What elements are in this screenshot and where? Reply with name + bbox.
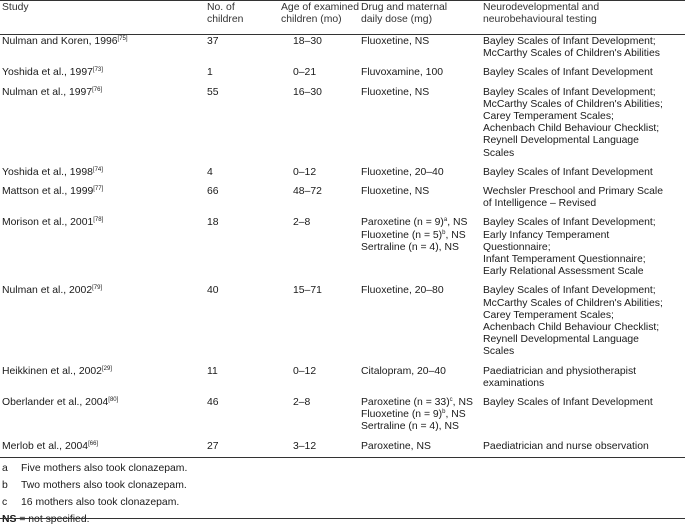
cell-testing <box>483 438 685 457</box>
test-line: examinations <box>483 377 545 389</box>
test-line: Bayley Scales of Infant Development; <box>483 86 656 98</box>
cell-children: 1 <box>207 67 213 79</box>
footnote-marker: b <box>442 409 446 416</box>
reference-marker: [74] <box>92 166 103 173</box>
test-line: Paediatrician and physiotherapist <box>483 365 637 377</box>
cell-study: Nulman et al., 2002[79] <box>2 285 103 297</box>
drug-line: Fluoxetine, 20–80 <box>361 285 444 297</box>
cell-drug <box>361 84 483 164</box>
footnote-marker: b <box>442 229 446 236</box>
cell-testing <box>483 64 685 83</box>
cell-age: 15–71 <box>293 285 322 297</box>
ns-note: NS = not specified. <box>2 514 90 525</box>
reference-marker: [73] <box>92 67 103 74</box>
bottom-rule <box>0 457 685 458</box>
header-row <box>0 1 685 34</box>
test-line: Bayley Scales of Infant Development; <box>483 217 656 229</box>
test-line: Bayley Scales of Infant Development <box>483 67 653 79</box>
cell-children: 27 <box>207 440 219 452</box>
test-line: Early Infancy Temperament <box>483 229 610 241</box>
cell-children: 46 <box>207 397 219 409</box>
cell-children: 4 <box>207 166 213 178</box>
cell-drug <box>361 394 483 438</box>
cell-age: 0–21 <box>293 67 317 79</box>
cell-testing <box>483 214 685 282</box>
end-rule <box>0 518 685 519</box>
table-row <box>0 84 685 164</box>
cell-children: 55 <box>207 86 219 98</box>
cell-drug <box>361 183 483 214</box>
reference-marker: [75] <box>117 36 128 42</box>
test-line: McCarthy Scales of Children's Abilities <box>483 48 660 60</box>
cell-testing <box>483 164 685 183</box>
cell-study: Yoshida et al., 1997[73] <box>2 67 103 79</box>
reference-marker: [80] <box>108 397 119 404</box>
table-row <box>0 438 685 457</box>
test-line: Early Relational Assessment Scale <box>483 266 644 278</box>
drug-line: Citalopram, 20–40 <box>361 365 446 377</box>
drug-line: Sertraline (n = 4), NS <box>361 241 459 253</box>
cell-drug <box>361 438 483 457</box>
test-line: Carey Temperament Scales; <box>483 309 614 321</box>
header-age: Age of examined children (mo) <box>281 2 359 26</box>
header-testing: Neurodevelopmental and neurobehavioural testing <box>483 2 600 26</box>
cell-drug <box>361 282 483 362</box>
footnote-marker: c <box>449 397 453 404</box>
cell-children: 37 <box>207 36 219 47</box>
reference-marker: [77] <box>93 186 104 193</box>
cell-study: Mattson et al., 1999[77] <box>2 186 104 198</box>
drug-line: Fluoxetine, NS <box>361 36 430 47</box>
test-line: Bayley Scales of Infant Development; <box>483 36 656 47</box>
cell-testing <box>483 363 685 394</box>
drug-line: Fluoxetine, NS <box>361 186 430 198</box>
test-line: Carey Temperament Scales; <box>483 111 614 123</box>
table-row <box>0 164 685 183</box>
drug-line: Sertraline (n = 4), NS <box>361 421 459 433</box>
test-line: Bayley Scales of Infant Development <box>483 166 653 178</box>
cell-testing <box>483 183 685 214</box>
drug-line: Paroxetine (n = 33)$^c$, NS <box>361 397 473 409</box>
table-row <box>0 282 685 362</box>
test-line: of Intelligence – Revised <box>483 198 597 210</box>
cell-age: 48–72 <box>293 186 322 198</box>
table-row <box>0 64 685 83</box>
test-line: McCarthy Scales of Children's Abilities; <box>483 98 663 110</box>
reference-marker: [78] <box>93 217 104 224</box>
cell-children: 11 <box>207 365 218 377</box>
header-rule <box>0 34 685 35</box>
footnote: c 16 mothers also took clonazepam. <box>2 497 180 508</box>
footnote-marker: a <box>443 217 448 224</box>
footnote: a Five mothers also took clonazepam. <box>2 463 188 474</box>
cell-age: 2–8 <box>293 217 311 229</box>
test-line: McCarthy Scales of Children's Abilities; <box>483 297 663 309</box>
cell-drug <box>361 164 483 183</box>
cell-testing <box>483 84 685 164</box>
cell-testing <box>483 394 685 438</box>
cell-age: 2–8 <box>293 397 311 409</box>
cell-study: Merlob et al., 2004[66] <box>2 440 99 452</box>
cell-drug <box>361 214 483 282</box>
cell-drug <box>361 34 483 64</box>
cell-children: 18 <box>207 217 219 229</box>
reference-marker: [76] <box>92 86 103 93</box>
cell-study: Nulman et al., 1997[76] <box>2 86 103 98</box>
test-line: Reynell Developmental Language <box>483 135 639 147</box>
cell-age: 3–12 <box>293 440 317 452</box>
header-study: Study <box>2 2 29 13</box>
reference-marker: [29] <box>101 365 112 372</box>
reference-marker: [66] <box>88 440 99 447</box>
table-row <box>0 183 685 214</box>
drug-line: Fluvoxamine, 100 <box>361 67 444 79</box>
drug-line: Fluoxetine (n = 5)$^b$, NS <box>361 229 466 241</box>
test-line: Paediatrician and nurse observation <box>483 440 649 452</box>
cell-study: Oberlander et al., 2004[80] <box>2 397 119 409</box>
test-line: Achenbach Child Behaviour Checklist; <box>483 322 660 334</box>
drug-line: Fluoxetine, NS <box>361 86 430 98</box>
drug-line: Fluoxetine (n = 9)$^b$, NS <box>361 409 466 421</box>
cell-age: 0–12 <box>293 365 317 377</box>
cell-age: 0–12 <box>293 166 317 178</box>
test-line: Bayley Scales of Infant Development <box>483 397 653 409</box>
table-row <box>0 363 685 394</box>
footnote: b Two mothers also took clonazepam. <box>2 480 187 491</box>
test-line: Reynell Developmental Language <box>483 334 639 346</box>
table-row <box>0 34 685 64</box>
cell-drug <box>361 363 483 394</box>
cell-children: 66 <box>207 186 219 198</box>
cell-age: 18–30 <box>293 36 322 47</box>
cell-study: Morison et al., 2001[78] <box>2 217 104 229</box>
test-line: Scales <box>483 147 515 159</box>
cell-age: 16–30 <box>293 86 322 98</box>
drug-line: Paroxetine, NS <box>361 440 431 452</box>
drug-line: Fluoxetine, 20–40 <box>361 166 444 178</box>
cell-study: Heikkinen et al., 2002[29] <box>2 365 112 377</box>
cell-testing <box>483 34 685 64</box>
study-table <box>0 1 685 457</box>
cell-drug <box>361 64 483 83</box>
test-line: Achenbach Child Behaviour Checklist; <box>483 123 660 135</box>
header-children: No. of children <box>207 2 244 26</box>
test-line: Scales <box>483 346 515 358</box>
reference-marker: [79] <box>92 285 103 292</box>
cell-children: 40 <box>207 285 219 297</box>
test-line: Wechsler Preschool and Primary Scale <box>483 186 663 198</box>
table-row <box>0 214 685 282</box>
cell-study: Yoshida et al., 1998[74] <box>2 166 103 178</box>
cell-study: Nulman and Koren, 1996[75] <box>2 36 128 47</box>
test-line: Infant Temperament Questionnaire; <box>483 254 646 266</box>
header-drug: Drug and maternal daily dose (mg) <box>361 2 448 26</box>
table-row <box>0 394 685 438</box>
cell-testing <box>483 282 685 362</box>
test-line: Questionnaire; <box>483 241 551 253</box>
drug-line: Paroxetine (n = 9)$^a$, NS <box>361 217 468 229</box>
test-line: Bayley Scales of Infant Development; <box>483 285 656 297</box>
